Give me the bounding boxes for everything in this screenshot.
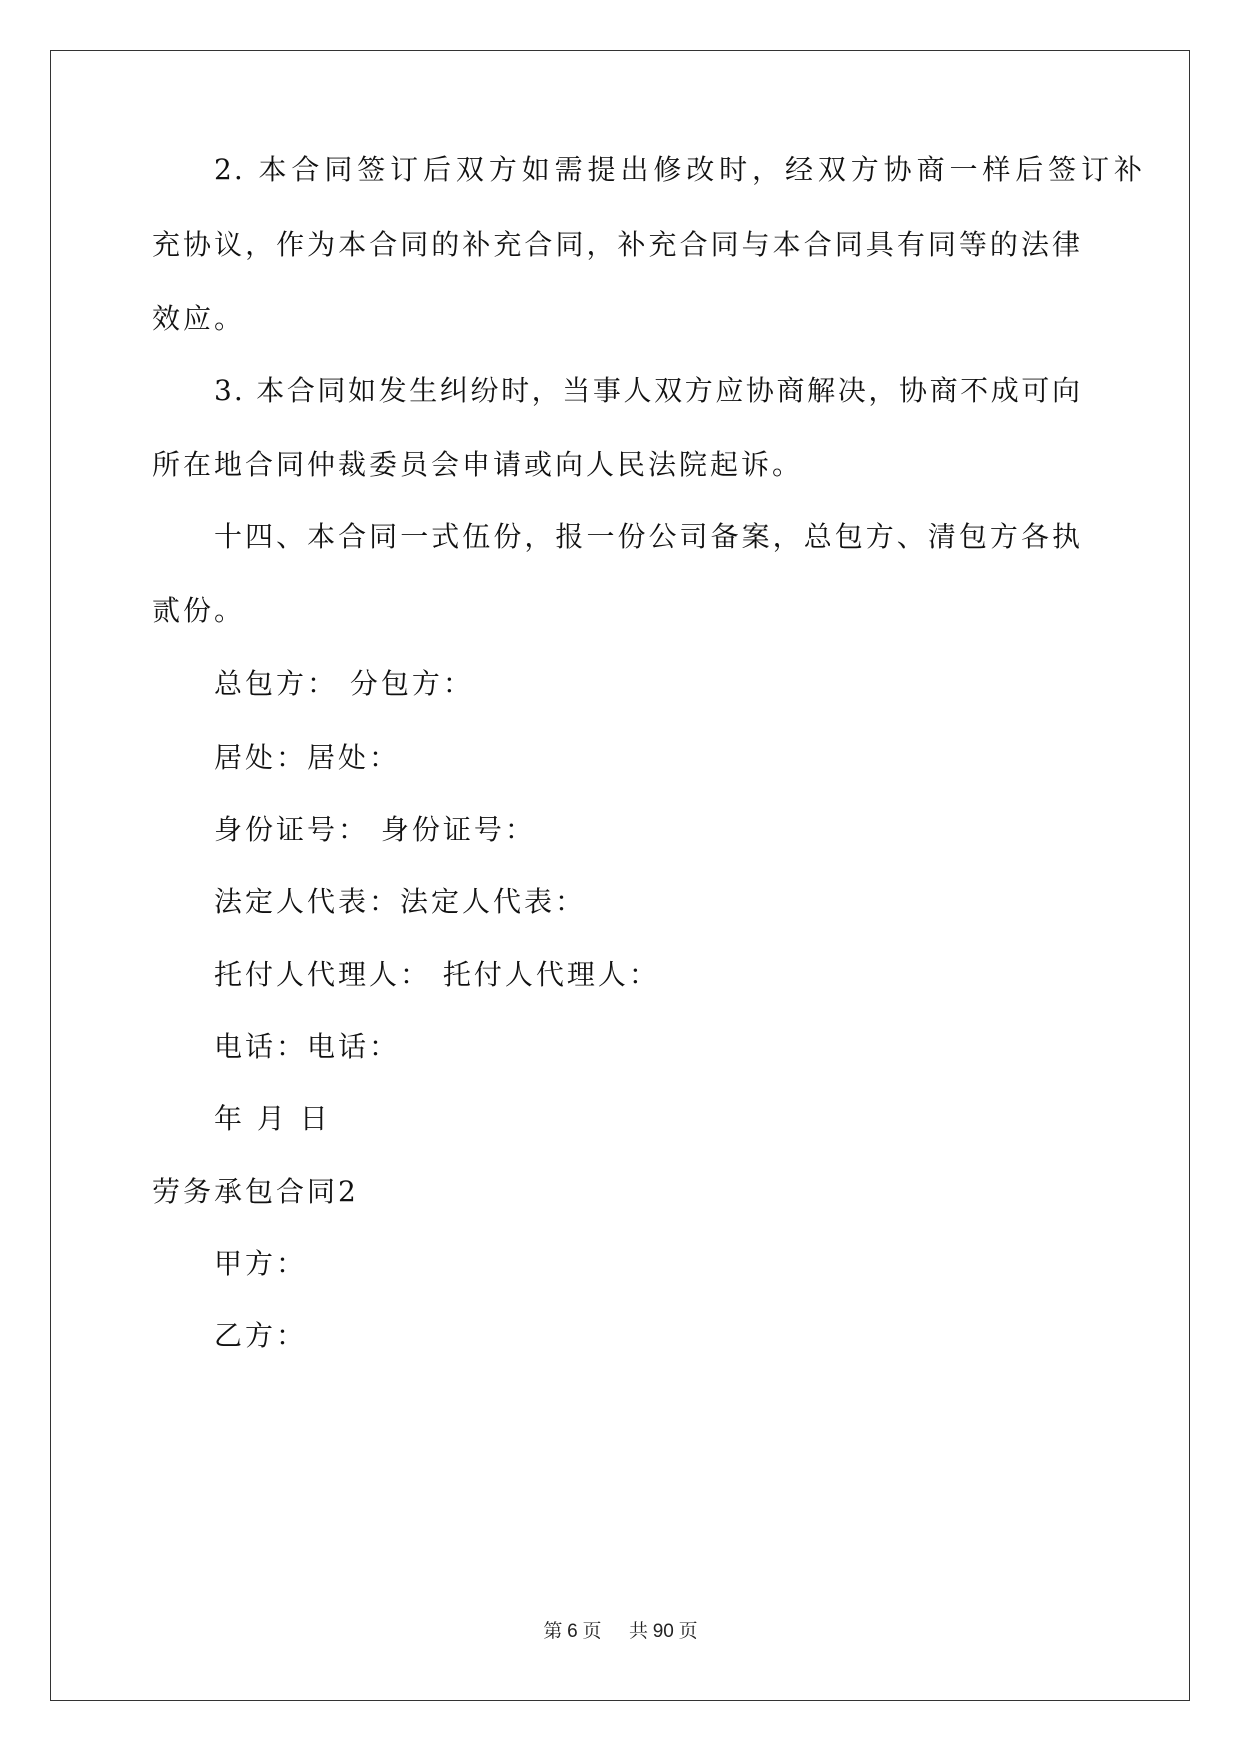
paragraph-line: 充协议，作为本合同的补充合同，补充合同与本合同具有同等的法律 bbox=[152, 228, 1082, 261]
signature-agent: 托付人代理人： 托付人代理人： bbox=[214, 958, 660, 991]
section-title: 劳务承包合同2 bbox=[152, 1175, 359, 1208]
page-frame bbox=[50, 50, 1190, 1701]
paragraph-line: 3. 本合同如发生纠纷时，当事人双方应协商解决，协商不成可向 bbox=[214, 374, 1082, 407]
signature-contractor: 总包方： 分包方： bbox=[214, 667, 474, 700]
total-prefix: 共 bbox=[628, 1621, 648, 1642]
signature-phone: 电话：电话： bbox=[214, 1030, 401, 1063]
page-current: 6 bbox=[567, 1621, 578, 1642]
page-total: 90 bbox=[652, 1621, 674, 1642]
signature-address: 居处：居处： bbox=[214, 741, 401, 774]
paragraph-line: 贰份。 bbox=[152, 594, 246, 627]
paragraph-line: 效应。 bbox=[152, 302, 246, 335]
page-footer bbox=[0, 1619, 1241, 1645]
party-a-label: 甲方： bbox=[214, 1247, 308, 1280]
page-suffix: 页 bbox=[582, 1621, 602, 1642]
signature-legal-representative: 法定人代表：法定人代表： bbox=[214, 885, 587, 918]
party-b-label: 乙方： bbox=[214, 1319, 308, 1352]
paragraph-line: 2. 本合同签订后双方如需提出修改时，经双方协商一样后签订补 bbox=[214, 153, 1144, 186]
paragraph-line: 所在地合同仲裁委员会申请或向人民法院起诉。 bbox=[152, 448, 804, 481]
paragraph-line: 十四、本合同一式伍份，报一份公司备案，总包方、清包方各执 bbox=[214, 520, 1082, 553]
signature-id-number: 身份证号： 身份证号： bbox=[214, 813, 536, 846]
signature-date: 年 月 日 bbox=[214, 1102, 331, 1135]
page-prefix: 第 bbox=[543, 1621, 563, 1642]
total-suffix: 页 bbox=[678, 1621, 698, 1642]
